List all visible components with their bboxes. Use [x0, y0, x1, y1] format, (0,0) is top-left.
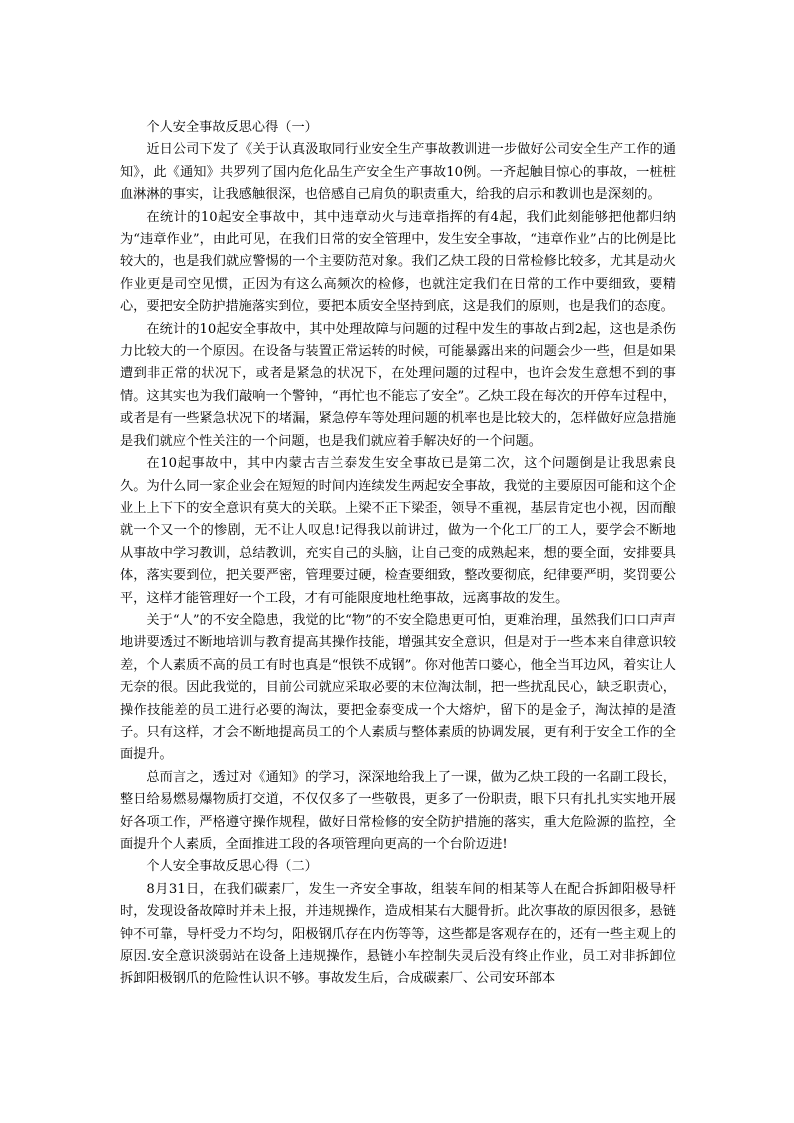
- section-title: 个人安全事故反思心得（一）: [146, 120, 318, 135]
- paragraph: 8月31日，在我们碳素厂，发生一齐安全事故，组装车间的相某等人在配合拆卸阳极导杆时，发现设备故障时并未上报，并违规操作，造成相某右大腿骨折。此次事故的原因很多，悬链钟不可靠，导杆受力不均匀，阳极钢爪存在内伤等等，这些都是客观存在的，还有一些主观上的原因.安全意识淡弱站在设备上违规操作，悬链小车控制失灵后没有终止作业，员工对非拆卸位拆卸阳极钢爪的危险性认识不够。事故发生后，合成碳素厂、公司安环部本: [120, 881, 676, 987]
- document-page: [120, 117, 676, 991]
- paragraph: 在统计的10起安全事故中，其中处理故障与问题的过程中发生的事故占到2起，这也是杀伤力比较大的一个原因。在设备与装置正常运转的时候，可能暴露出来的问题会少一些，但是如果遭到非正常的状况下，或者是紧急的状况下，在处理问题的过程中，也许会发生意想不到的事情。这其实也为我们敲响一个警钟，“再忙也不能忘了安全”。乙炔工段在每次的开停车过程中，或者是有一些紧急状况下的堵漏，紧急停车等处理问题的机率也是比较大的，怎样做好应急措施是我们就应个性关注的一个问题，也是我们就应着手解决好的一个问题。: [120, 321, 676, 449]
- paragraph: 在统计的10起安全事故中，其中违章动火与违章指挥的有4起，我们此刻能够把他都归纳为“违章作业”，由此可见，在我们日常的安全管理中，发生安全事故，“违章作业”占的比例是比较大的，也是我们就应警惕的一个主要防范对象。我们乙炔工段的日常检修比较多，尤其是动火作业更是司空见惯，正因为有这么高频次的检修，也就注定我们在日常的工作中要细致，要精心，要把安全防护措施落实到位，要把本质安全坚持到底，这是我们的原则，也是我们的态度。: [120, 209, 676, 315]
- section-title: 个人安全事故反思心得（二）: [146, 859, 318, 875]
- paragraph: 在10起事故中，其中内蒙古吉兰泰发生安全事故已是第二次，这个问题倒是让我思索良久。为什么同一家企业会在短短的时间内连续发生两起安全事故，我觉的主要原因可能和这个企业上上下下的安全意识有莫大的关联。上梁不正下梁歪，领导不重视，基层肯定也小视，因而酿就一个又一个的惨剧，无不让人叹息!记得我以前讲过，做为一个化工厂的工人，要学会不断地从事故中学习教训，总结教训，充实自己的头脑，让自己变的成熟起来，想的要全面，安排要具体，落实要到位，把关要严密，管理要过硬，检查要细致，整改要彻底，纪律要严明，奖罚要公平，这样才能管理好一个工段，才有可能限度地杜绝事故，远离事故的发生。: [120, 456, 676, 606]
- paragraph: 总而言之，透过对《通知》的学习，深深地给我上了一课，做为乙炔工段的一名副工段长，整日给易燃易爆物质打交道，不仅仅多了一些敬畏，更多了一份职责，眼下只有扎扎实实地开展好各项工作，严格遵守操作规程，做好日常检修的安全防护措施的落实，重大危险源的监控，全面提升个人素质，全面推进工段的各项管理向更高的一个台阶迈进!: [120, 769, 676, 852]
- paragraph: 关于“人”的不安全隐患，我觉的比“物”的不安全隐患更可怕，更难治理，虽然我们口口声声地讲要透过不断地培训与教育提高其操作技能，增强其安全意识，但是对于一些本来自律意识较差，个人素质不高的员工有时也真是“恨铁不成钢”。你对他苦口婆心，他全当耳边风，着实让人无奈的很。因此我觉的，目前公司就应采取必要的末位淘汰制，把一些扰乱民心，缺乏职责心，操作技能差的员工进行必要的淘汰，要把金泰变成一个大熔炉，留下的是金子，淘汰掉的是渣子。只有这样，才会不断地提高员工的个人素质与整体素质的协调发展，更有利于安全工作的全面提升。: [120, 612, 676, 763]
- paragraph: 近日公司下发了《关于认真汲取同行业安全生产事故教训进一步做好公司安全生产工作的通知》，此《通知》共罗列了国内危化品生产安全生产事故10例。一齐起触目惊心的事故，一桩桩血淋淋的事实，让我感触很深，也倍感自己肩负的职责重大，给我的启示和教训也是深刻的。: [120, 142, 676, 203]
